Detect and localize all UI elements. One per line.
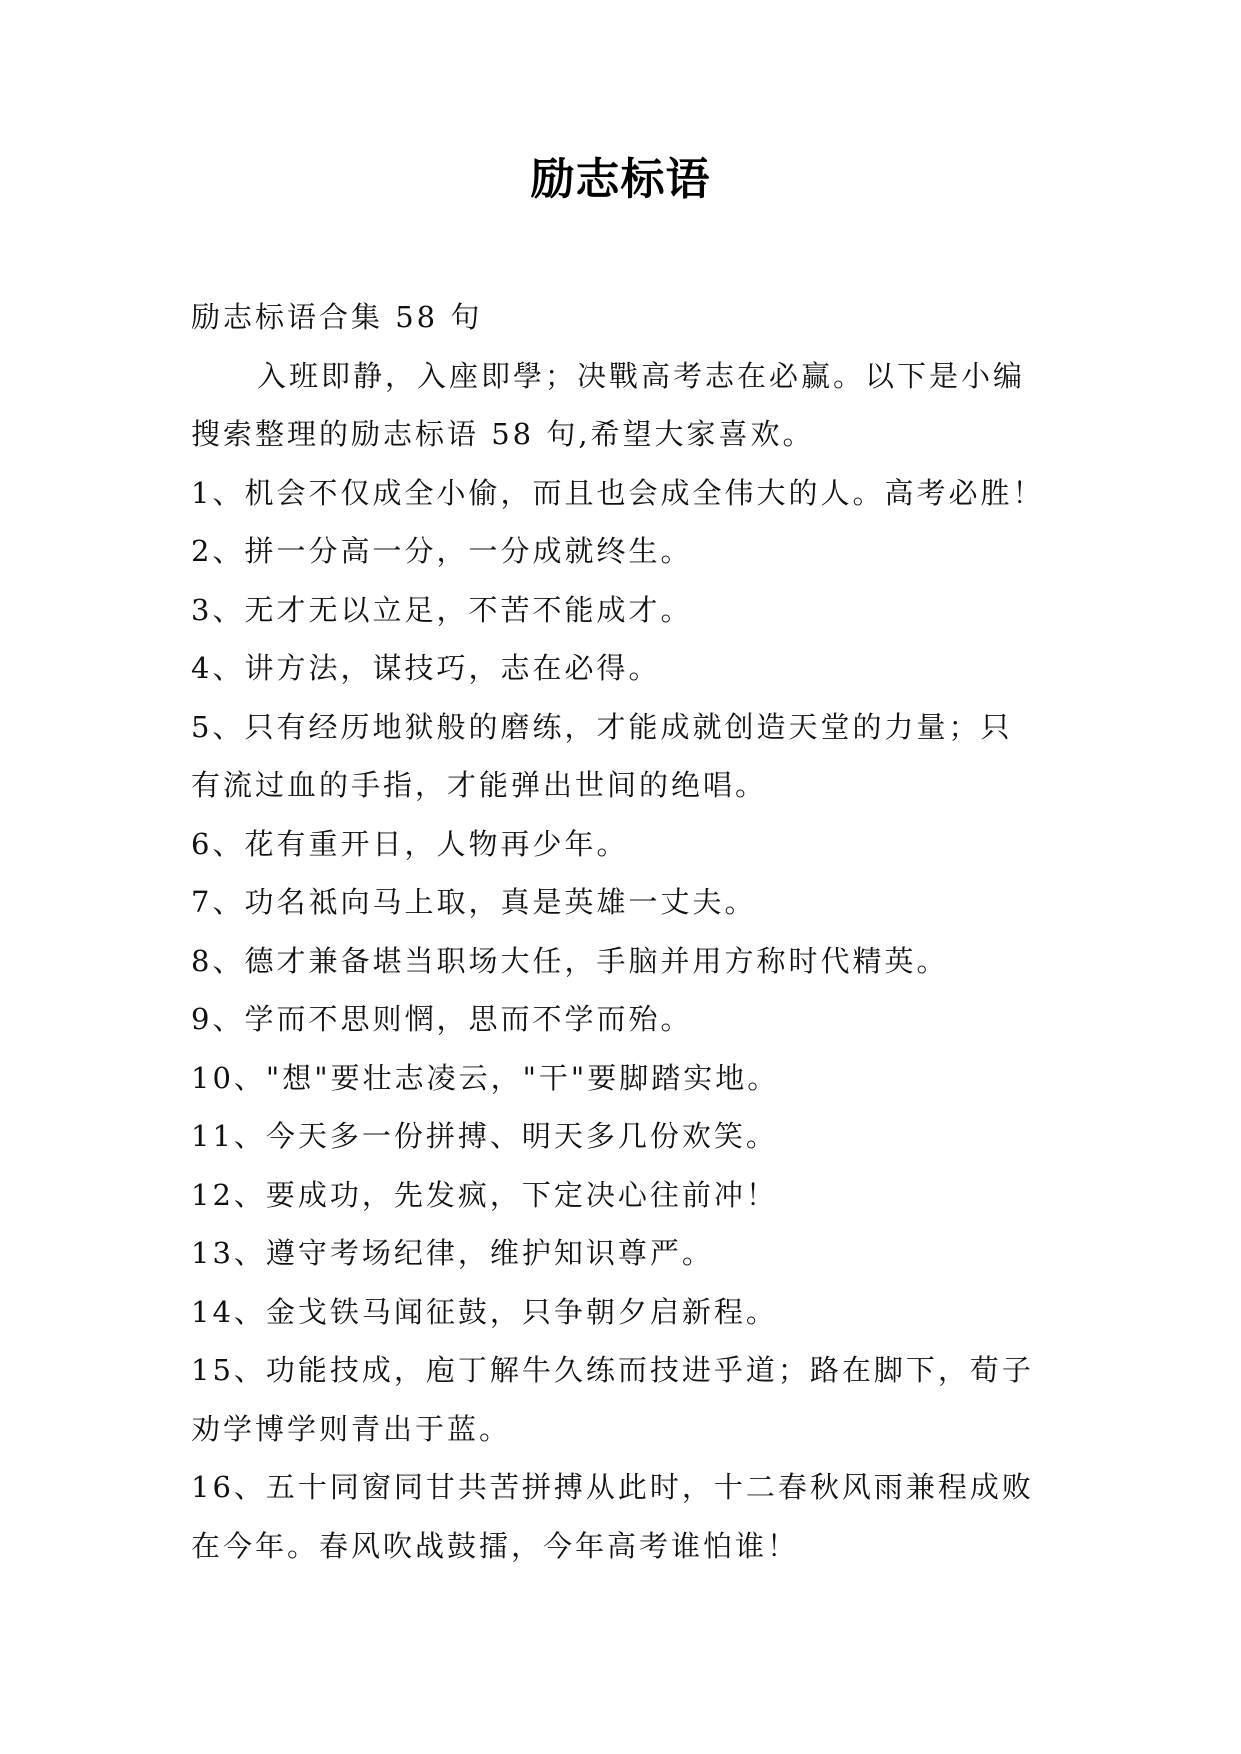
slogan-line: 5、只有经历地狱般的磨练，才能成就创造天堂的力量；只	[191, 709, 1013, 744]
slogan-item-10	[191, 1049, 1191, 1108]
slogan-item-12	[191, 1166, 1191, 1225]
slogan-line: 9、学而不思则惘，思而不学而殆。	[191, 1002, 693, 1036]
subtitle-paragraph	[191, 288, 1191, 347]
slogan-item-9	[191, 990, 1191, 1049]
slogan-line: 8、德才兼备堪当职场大任，手脑并用方称时代精英。	[191, 943, 949, 978]
slogan-item-11	[191, 1107, 1191, 1166]
slogan-item-8	[191, 932, 1191, 991]
slogan-line: 12、要成功，先发疯，下定决心往前冲！	[191, 1177, 778, 1212]
slogan-item-14	[191, 1283, 1191, 1342]
slogan-line: 7、功名祗向马上取，真是英雄一丈夫。	[191, 885, 757, 919]
slogan-line: 11、今天多一份拼搏、明天多几份欢笑。	[191, 1119, 778, 1153]
slogan-line: 在今年。春风吹战鼓擂，今年高考谁怕谁！	[191, 1528, 800, 1563]
slogan-item-16	[191, 1458, 1191, 1575]
slogan-line: 1、机会不仅成全小偷，而且也会成全伟大的人。高考必胜！	[191, 475, 1045, 510]
intro-line: 入班即静，入座即學；决戰高考志在必赢。以下是小编	[257, 358, 1026, 393]
slogan-item-13	[191, 1224, 1191, 1283]
intro-line: 搜索整理的励志标语 58 句,希望大家喜欢。	[191, 417, 815, 451]
slogan-line: 10、"想"要壮志凌云，"干"要脚踏实地。	[191, 1060, 780, 1095]
slogan-line: 14、金戈铁马闻征鼓，只争朝夕启新程。	[191, 1294, 778, 1329]
slogan-item-7	[191, 873, 1191, 932]
intro-paragraph	[191, 347, 1191, 464]
slogan-line: 4、讲方法，谋技巧，志在必得。	[191, 651, 661, 685]
document-body	[191, 288, 1191, 1575]
slogan-item-6	[191, 815, 1191, 874]
slogan-line: 有流过血的手指，才能弹出世间的绝唱。	[191, 768, 768, 802]
slogan-line: 3、无才无以立足，不苦不能成才。	[191, 592, 693, 627]
slogan-item-3	[191, 581, 1191, 640]
subtitle: 励志标语合集 58 句	[191, 300, 483, 334]
slogan-line: 2、拼一分高一分，一分成就终生。	[191, 534, 693, 568]
slogan-item-4	[191, 639, 1191, 698]
slogan-line: 劝学博学则青出于蓝。	[191, 1411, 512, 1446]
slogan-line: 13、遵守考场纪律，维护知识尊严。	[191, 1236, 714, 1270]
slogan-line: 6、花有重开日，人物再少年。	[191, 826, 629, 861]
slogan-item-2	[191, 522, 1191, 581]
slogan-line: 16、五十同窗同甘共苦拼搏从此时，十二春秋风雨兼程成败	[191, 1470, 1034, 1504]
document-title: 励志标语	[530, 154, 711, 205]
slogan-item-1	[191, 464, 1191, 523]
slogan-item-5	[191, 698, 1191, 815]
slogan-item-15	[191, 1341, 1191, 1458]
slogan-line: 15、功能技成，庖丁解牛久练而技进乎道；路在脚下，荀子	[191, 1353, 1034, 1387]
